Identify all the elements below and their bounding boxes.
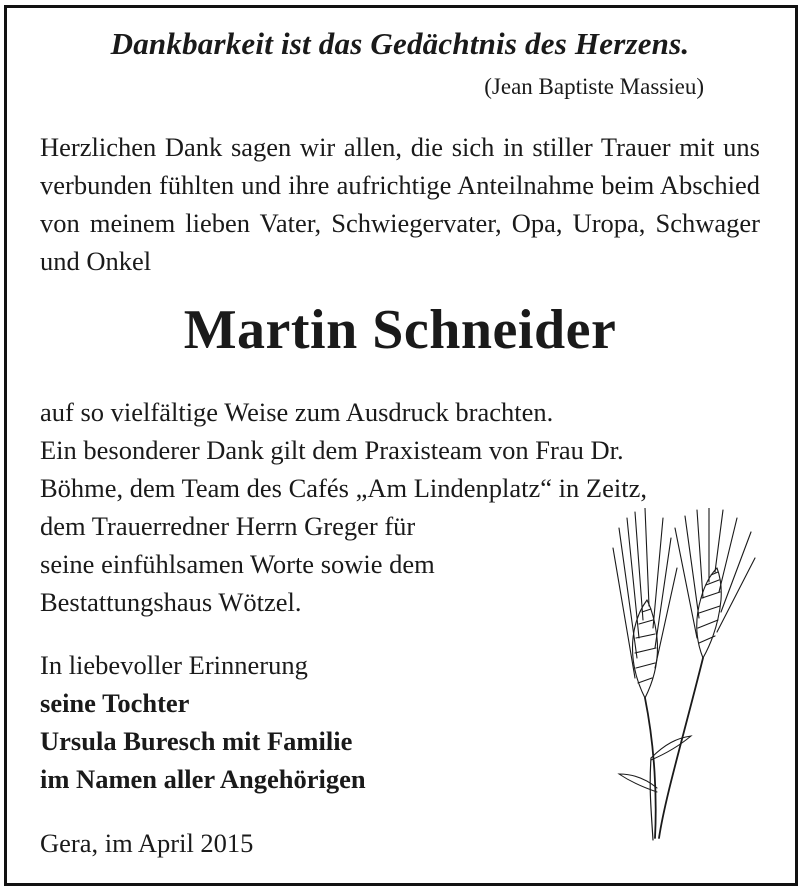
place-date: Gera, im April 2015	[40, 828, 254, 858]
signer-line: Ursula Buresch mit Familie	[40, 726, 353, 756]
text-line: Bestattungshaus Wötzel.	[40, 587, 302, 617]
text-line: auf so vielfältige Weise zum Ausdruck brachten.	[40, 397, 554, 427]
quote-attribution: (Jean Baptiste Massieu)	[484, 74, 704, 99]
deceased-name: Martin Schneider	[183, 299, 617, 361]
intro-paragraph: Herzlichen Dank sagen wir allen, die sich in stiller Trauer mit uns verbunden fühlten und ihre aufrichtige Anteilnahme beim Abschied von meinem lieben Vater, Schwiegervater, Opa, Uropa, Schwager und Onkel	[40, 132, 760, 276]
signer-line: im Namen aller Angehörigen	[40, 764, 366, 794]
signer-line: seine Tochter	[40, 688, 190, 718]
closing-line: In liebevoller Erinnerung	[40, 650, 308, 680]
motto-quote: Dankbarkeit ist das Gedächtnis des Herzens.	[110, 26, 690, 61]
text-line: dem Trauerredner Herrn Greger für	[40, 511, 416, 541]
text-line: seine einfühlsamen Worte sowie dem	[40, 549, 435, 579]
text-line: Böhme, dem Team des Cafés „Am Lindenplatz“ in Zeitz,	[40, 473, 647, 503]
wheat-ears-icon	[605, 508, 765, 848]
text-line: Ein besonderer Dank gilt dem Praxisteam von Frau Dr.	[40, 435, 624, 465]
